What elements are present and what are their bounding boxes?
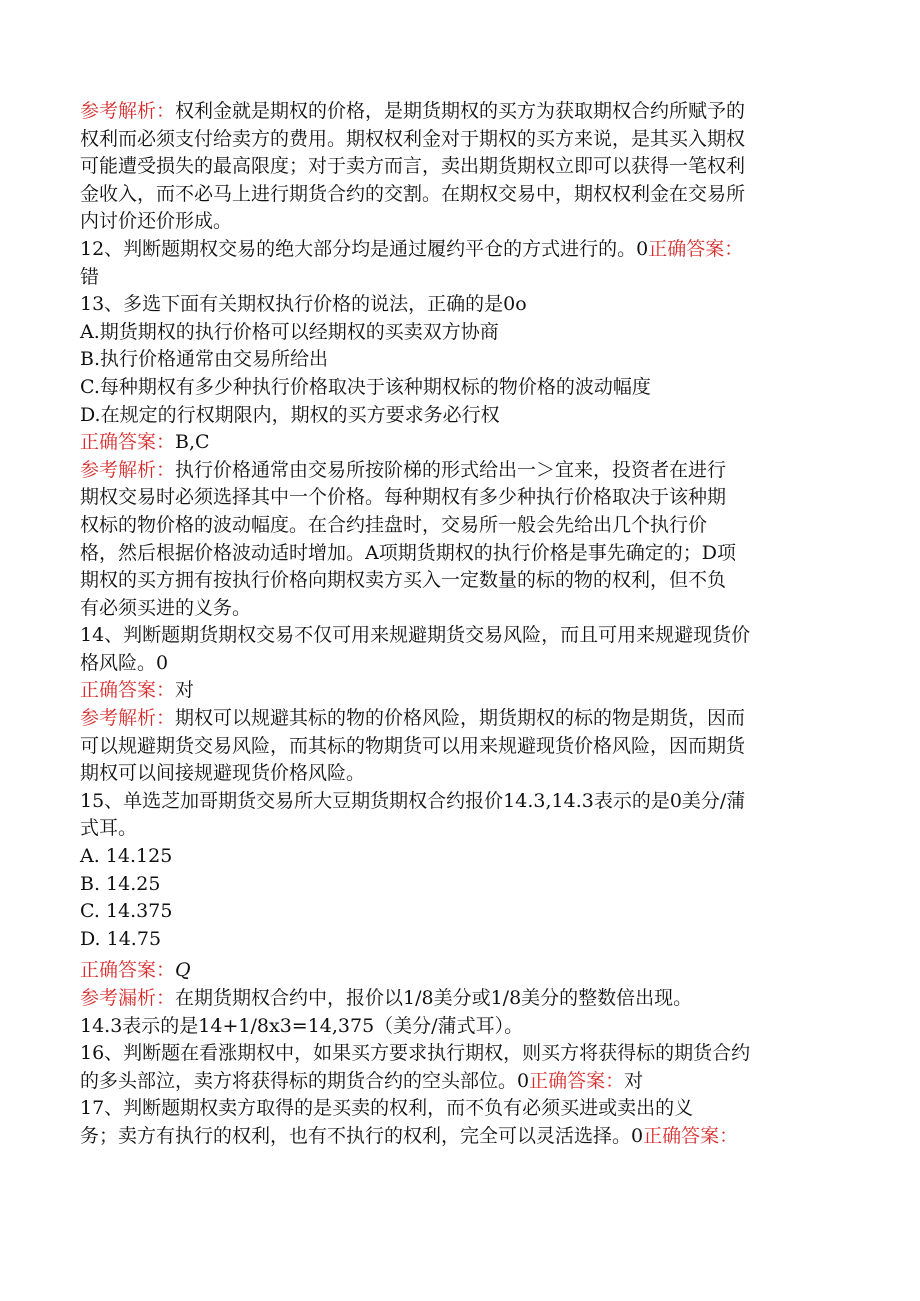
analysis-line: 内讨价还价形成。: [80, 210, 233, 233]
question-stem: 格风险。0: [80, 651, 169, 674]
answer-value: 对: [624, 1069, 644, 1092]
answer-label: 正确答案：: [80, 431, 176, 454]
option-c: C.每种期权有多少种执行价格取决于该种期权标的物价格的波动幅度: [80, 375, 651, 398]
option-c: C. 14.375: [80, 900, 173, 923]
analysis-line: 执行价格通常由交易所按阶梯的形式给出一＞宜来，投资者在进行: [175, 458, 727, 481]
analysis-label: 参考漏析：: [80, 987, 176, 1009]
answer-label: 正确答案：: [80, 679, 176, 702]
question-stem: 14、判断题期货期权交易不仅可用来规避期货交易风险，而且可用来规避现货价: [80, 624, 751, 647]
question-text: 务；卖方有执行的权利，也有不执行的权利，完全可以灵活选择。0: [80, 1124, 644, 1147]
question-stem: 13、多选下面有关期权执行价格的说法，正确的是0o: [80, 293, 527, 316]
option-b: B.执行价格通常由交易所给出: [80, 348, 329, 371]
question-text: 17、判断题期权卖方取得的是买卖的权利，而不负有必须买进或卖出的义: [80, 1097, 694, 1120]
answer-label: 正确答案：: [80, 959, 176, 982]
question-stem: 式耳。: [80, 817, 138, 840]
option-a: A. 14.125: [80, 845, 173, 868]
analysis-line: 格，然后根据价格波动适时增加。A项期货期权的执行价格是事先确定的；D项: [80, 541, 736, 564]
analysis-label: 参考解析：: [80, 100, 176, 122]
question-stem: 15、单选芝加哥期货交易所大豆期货期权合约报价14.3,14.3表示的是0美分/蒲: [80, 789, 746, 812]
option-d: D. 14.75: [80, 927, 162, 950]
option-b: B. 14.25: [80, 872, 161, 895]
question-text: 的多头部泣，卖方将获得标的期货合约的空头部位。0: [80, 1069, 530, 1092]
question-14: [80, 622, 840, 788]
analysis-line: 14.3表示的是14+1/8x3=14,375（美分/蒲式耳）。: [80, 1014, 524, 1037]
analysis-label: 参考解析：: [80, 707, 176, 730]
question-16: [80, 1040, 840, 1095]
analysis-line: 权标的物价格的波动幅度。在合约挂盘时，交易所一般会先给出几个执行价: [80, 513, 708, 536]
question-text: 16、判断题在看涨期权中，如果买方要求执行期权，则买方将获得标的期货合约: [80, 1042, 751, 1065]
analysis-line: 权利金就是期权的价格，是期货期权的买方为获取期权合约所赋予的: [175, 100, 746, 122]
analysis-line: 期权可以间接规避现货价格风险。: [80, 762, 366, 785]
analysis-line: 可能遭受损失的最高限度；对于卖方而言，卖出期货期权立即可以获得一笔权利: [80, 155, 746, 178]
analysis-line: 期权可以规避其标的物的价格风险，期货期权的标的物是期货，因而: [175, 707, 746, 730]
analysis-line: 期权交易时必须选择其中一个价格。每种期权有多少种执行价格取决于该种期: [80, 486, 727, 509]
answer-value: Q: [175, 959, 191, 982]
option-d: D.在规定的行权期限内，期权的买方要求务必行权: [80, 403, 500, 426]
question-text: 12、判断题期权交易的绝大部分均是通过履约平仓的方式进行的。0: [80, 237, 649, 260]
answer-label: 正确答案：: [643, 1124, 739, 1147]
analysis-line: 权利而必须支付给卖方的费用。期权权利金对于期权的买方来说，是其买入期权: [80, 127, 746, 150]
question-13: [80, 291, 840, 622]
q11-analysis: [80, 98, 840, 236]
question-17: [80, 1095, 840, 1150]
analysis-line: 期权的买方拥有按执行价格向期权卖方买入一定数量的标的物的权利，但不负: [80, 569, 727, 592]
option-a: A.期货期权的执行价格可以经期权的买卖双方协商: [80, 320, 499, 343]
answer-label: 正确答案：: [648, 237, 744, 260]
answer-value: 错: [80, 265, 100, 288]
analysis-label: 参考解析：: [80, 458, 176, 481]
question-15: [80, 788, 840, 1040]
analysis-line: 可以规避期货交易风险，而其标的物期货可以用来规避现货价格风险，因而期货: [80, 734, 746, 757]
analysis-line: 金收入，而不必马上进行期货合约的交割。在期权交易中，期权权利金在交易所: [80, 182, 746, 205]
analysis-line: 在期货期权合约中，报价以1/8美分或1/8美分的整数倍出现。: [175, 987, 693, 1009]
answer-label: 正确答案：: [529, 1069, 625, 1092]
answer-value: 对: [175, 679, 195, 702]
question-12: [80, 236, 840, 291]
answer-value: B,C: [175, 431, 210, 454]
analysis-line: 有必须买进的义务。: [80, 596, 252, 619]
